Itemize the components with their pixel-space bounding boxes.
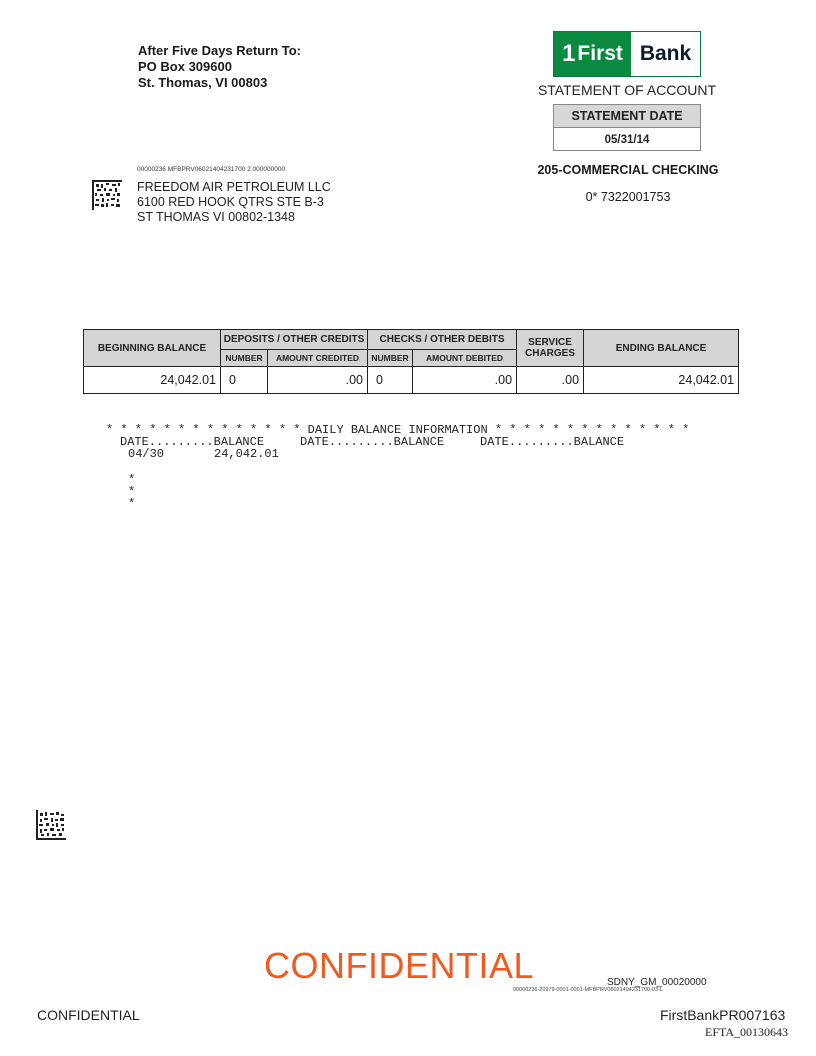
customer-address [137,180,331,225]
daily-marker: * [128,497,136,511]
daily-marker: * [128,473,136,487]
statement-date-label: STATEMENT DATE [554,105,700,128]
statement-date-value: 05/31/14 [604,134,650,146]
tracking-code: 00000236 MFBPRV06021404231700 2 000000000 [137,166,286,173]
sdny-sub-id: 00000236-20979-0001-0001-MFBPRV06021404231700-03-L [513,987,664,993]
return-address-line3: St. Thomas, VI 00803 [138,75,268,90]
logo-left-panel [554,32,631,76]
sdny-id: SDNY_GM_00020000 [607,977,707,988]
daily-balance-section [106,424,689,510]
confidential-stamp: CONFIDENTIAL [264,945,535,986]
header-service-line1: SERVICE [528,337,572,348]
table-row [84,367,739,394]
header-beginning-balance: BEGINNING BALANCE [84,330,221,367]
customer-name: FREEDOM AIR PETROLEUM LLC [137,180,331,194]
header-checks: CHECKS / OTHER DEBITS [368,330,517,350]
amount-credited-value: .00 [268,367,368,394]
efta-number: EFTA_00130643 [705,1025,789,1039]
bates-number: FirstBankPR007163 [660,1007,786,1023]
account-type: 205-COMMERCIAL CHECKING [537,163,719,177]
logo-right-text: Bank [631,32,700,76]
logo-left-text: First [577,42,623,65]
confidential-label: CONFIDENTIAL [37,1007,140,1023]
checks-number-value: 0 [368,367,413,394]
header-service-line2: CHARGES [525,348,576,359]
deposits-number-value: 0 [221,367,268,394]
firstbank-logo [553,31,701,77]
return-address [138,43,301,91]
daily-marker: * [128,485,136,499]
return-address-line1: After Five Days Return To: [138,43,302,58]
header-amount-debited: AMOUNT DEBITED [413,350,517,367]
statement-date-box [553,104,701,151]
daily-balance-columns: DATE.........BALANCE DATE.........BALANCE DATE.........BALANCE [120,435,625,449]
header-ending-balance: ENDING BALANCE [584,330,739,367]
entry-balance: 24,042.01 [214,447,279,461]
balance-summary-table [83,329,739,394]
header-deposits: DEPOSITS / OTHER CREDITS [221,330,368,350]
daily-balance-entry [106,448,689,460]
return-address-line2: PO Box 309600 [138,59,232,74]
entry-date: 04/30 [128,447,165,461]
account-number: 0* 7322001753 [585,190,671,204]
beginning-balance-value: 24,042.01 [84,367,221,394]
header-deposits-number: NUMBER [221,350,268,367]
logo-number: 1 [562,40,576,67]
ending-balance-value: 24,042.01 [584,367,739,394]
amount-debited-value: .00 [413,367,517,394]
barcode-icon [36,810,66,840]
barcode-icon [92,180,122,210]
header-checks-number: NUMBER [368,350,413,367]
header-amount-credited: AMOUNT CREDITED [268,350,368,367]
header-service-charges [517,330,584,367]
customer-street: 6100 RED HOOK QTRS STE B-3 [137,195,324,209]
service-charges-value: .00 [517,367,584,394]
daily-balance-heading: * * * * * * * * * * * * * * DAILY BALANCE INFORMATION * * * * * * * * * * * * * * [106,423,690,437]
customer-city: ST THOMAS VI 00802-1348 [137,210,295,224]
statement-title: STATEMENT OF ACCOUNT [537,82,717,98]
